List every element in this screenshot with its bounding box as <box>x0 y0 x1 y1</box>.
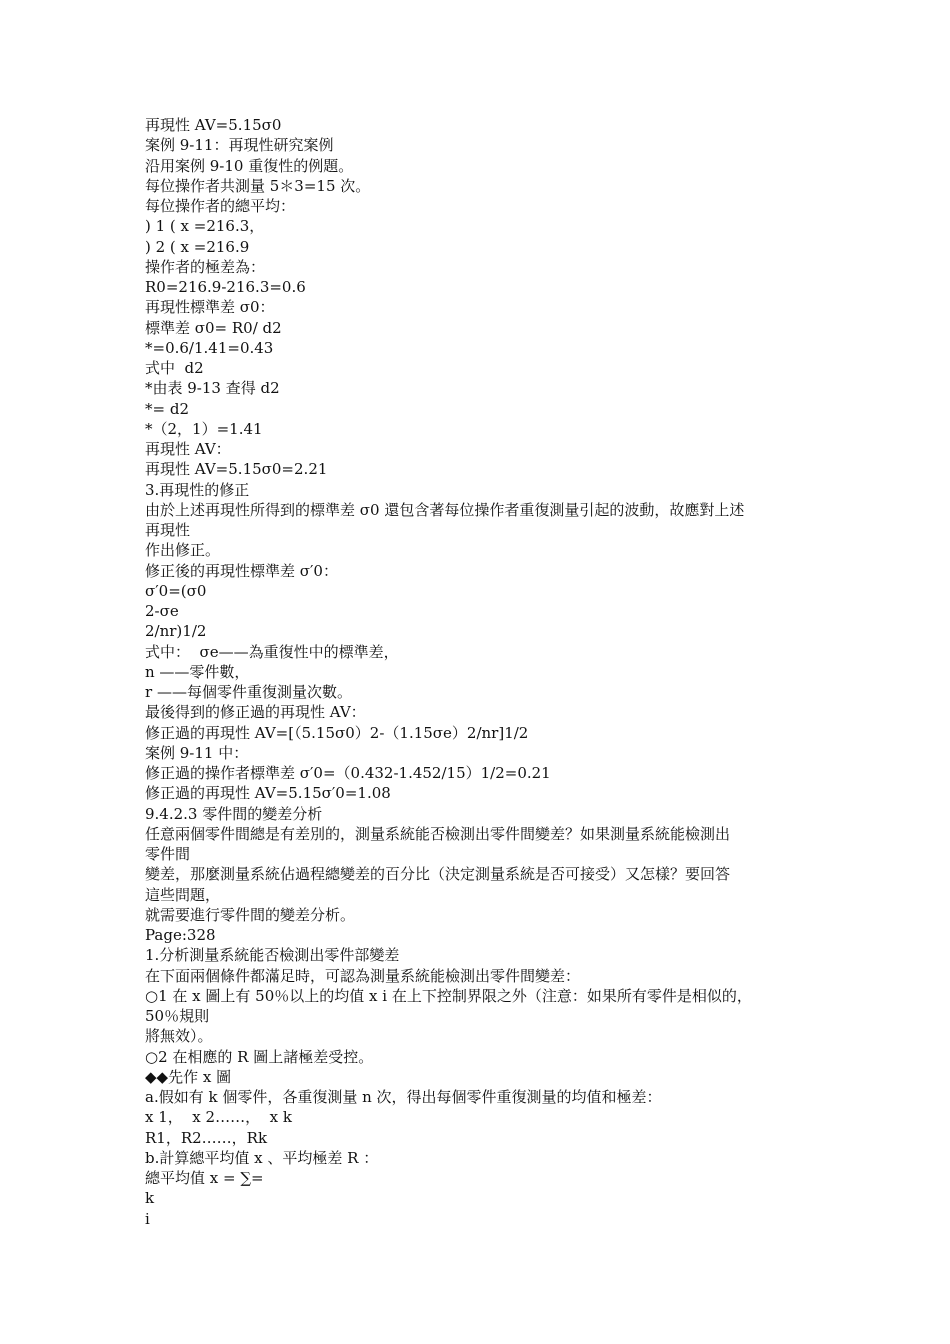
text-line: 式中 d2 <box>145 359 204 377</box>
text-line: ) 1 ( x =216.3， <box>145 217 265 236</box>
text-line: ○1 在 x 圖上有 50％以上的均值 x i 在上下控制界限之外（注意：如果所有零件是相似的， <box>145 986 752 1005</box>
text-line: 這些問題， <box>145 885 221 904</box>
text-line: 1.分析測量系統能否檢測出零件部變差 <box>145 946 400 965</box>
text-line: 每位操作者共測量 5＊3=15 次。 <box>145 176 371 195</box>
text-line: *=0.6/1.41=0.43 <box>145 338 274 357</box>
text-line: σ′0=(σ0 <box>145 581 207 600</box>
text-line: 作出修正。 <box>145 541 221 560</box>
text-line: 將無效）。 <box>145 1027 213 1046</box>
text-line: 再現性 <box>145 521 191 539</box>
text-line: 標準差 σ0= R0/ d2 <box>145 318 282 337</box>
text-line: i <box>145 1209 150 1228</box>
text-line: 變差，那麼測量系統佔過程總變差的百分比（決定測量系統是否可接受）又怎樣？要回答 <box>145 865 731 884</box>
text-line: 再現性 AV=5.15σ0 <box>145 116 282 134</box>
text-line: 再現性 AV： <box>145 440 231 458</box>
text-line: 任意兩個零件間總是有差別的，測量系統能否檢測出零件間變差？如果測量系統能檢測出 <box>145 824 731 843</box>
text-line: 3.再現性的修正 <box>145 480 250 499</box>
text-line: 修正過的再現性 AV=[（5.15σ0）2-（1.15σe）2/nr]1/2 <box>145 723 529 742</box>
text-line: ◆◆先作 x 圖 <box>145 1067 232 1086</box>
text-line: 9.4.2.3 零件間的變差分析 <box>145 804 323 823</box>
text-line: 最後得到的修正過的再現性 AV： <box>145 703 366 722</box>
text-line: ○2 在相應的 R 圖上諸極差受控。 <box>145 1047 374 1066</box>
text-line: 2-σe <box>145 602 179 620</box>
document-page <box>145 115 835 1229</box>
text-line: 修正過的操作者標準差 σ′0=（0.432-1.452/15）1/2=0.21 <box>145 764 551 782</box>
text-line: 由於上述再現性所得到的標準差 σ0 還包含著每位操作者重復測量引起的波動，故應對上述 <box>145 500 745 519</box>
text-line: 再現性標準差 σ0： <box>145 298 275 317</box>
text-line: 2/nr)1/2 <box>145 622 207 641</box>
text-line: ) 2 ( x =216.9 <box>145 237 250 256</box>
text-line: 案例 9-11：再現性研究案例 <box>145 136 334 155</box>
text-line: 就需要進行零件間的變差分析。 <box>145 905 356 924</box>
text-line: x 1， x 2……， x k <box>145 1108 292 1127</box>
text-line: R1，R2……，Rk <box>145 1128 268 1147</box>
text-line: 50％規則 <box>145 1007 210 1025</box>
text-line: a.假如有 k 個零件，各重復測量 n 次，得出每個零件重復測量的均值和極差： <box>145 1088 662 1106</box>
text-line: R0=216.9-216.3=0.6 <box>145 278 306 296</box>
text-line: Page:328 <box>145 926 216 944</box>
text-line: 案例 9-11 中： <box>145 743 249 762</box>
text-line: 修正後的再現性標準差 σ′0： <box>145 561 338 580</box>
text-line: k <box>145 1189 155 1208</box>
text-line: 沿用案例 9-10 重復性的例題。 <box>145 156 354 175</box>
text-line: 式中： σe——為重復性中的標準差， <box>145 642 399 661</box>
text-line: *= d2 <box>145 399 189 418</box>
text-line: *（2，1）=1.41 <box>145 419 263 438</box>
text-line: 修正過的再現性 AV=5.15σ′0=1.08 <box>145 784 391 803</box>
text-line: 在下面兩個條件都滿足時，可認為測量系統能檢測出零件間變差： <box>145 966 581 985</box>
text-line: b.計算總平均值 x 、平均極差 R ： <box>145 1148 379 1167</box>
text-line: n ——零件數， <box>145 662 250 681</box>
text-line: 總平均值 x = ∑= <box>145 1169 264 1187</box>
text-line: 操作者的極差為： <box>145 257 266 276</box>
text-line: 再現性 AV=5.15σ0=2.21 <box>145 460 328 479</box>
text-line: 零件間 <box>145 845 191 863</box>
text-line: 每位操作者的總平均： <box>145 197 296 215</box>
text-line: *由表 9-13 查得 d2 <box>145 379 280 398</box>
text-line: r ——每個零件重復測量次數。 <box>145 683 352 701</box>
